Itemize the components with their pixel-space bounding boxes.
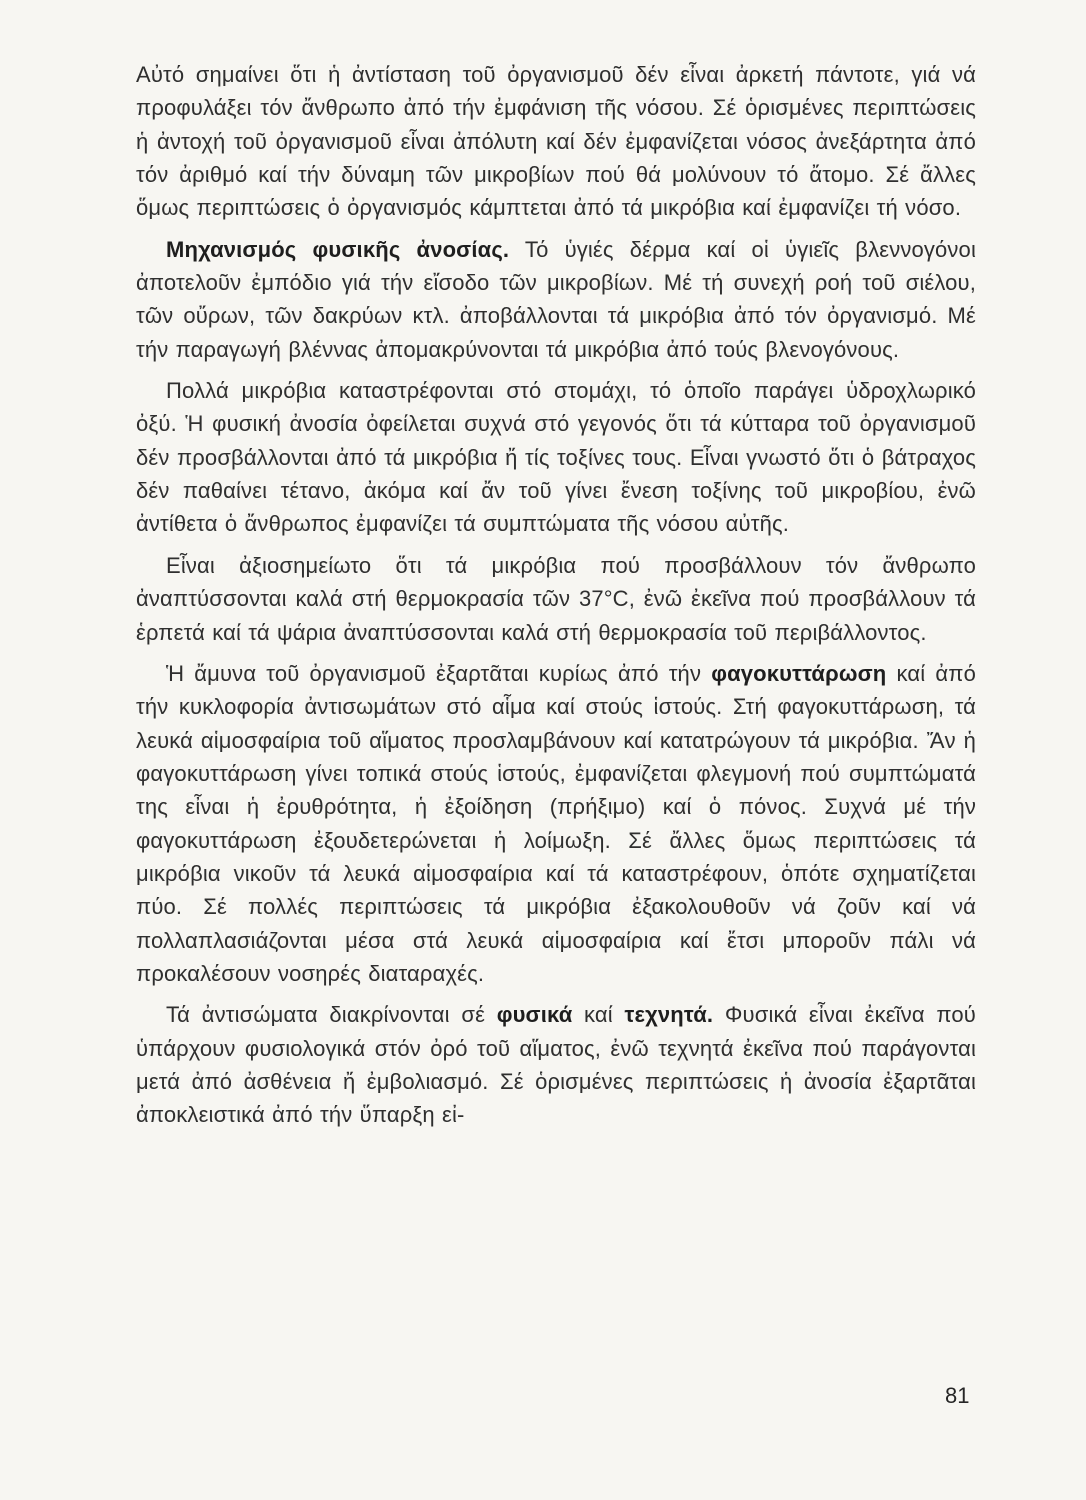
bold-term: τεχνητά.: [624, 1002, 714, 1028]
paragraph-text: Ἡ ἄμυνα τοῦ ὀργανισμοῦ ἐξαρτᾶται κυρίως ἀπό τήν: [166, 660, 712, 686]
paragraph: [136, 374, 976, 541]
paragraph-text: καί: [572, 1002, 625, 1028]
bold-term: φαγοκυττάρωση: [711, 660, 887, 686]
paragraph: [136, 233, 976, 366]
paragraph-text: Εἶναι ἀξιοσημείωτο ὅτι τά μικρόβια πού προσβάλλουν τόν ἄνθρωπο ἀναπτύσσονται καλά στή θερμοκρασία τῶν 37°C, ἐνῶ ἐκεῖνα πού προσβάλλουν τά ἑρπετά καί τά ψάρια ἀναπτύσσονται καλά στή θερμοκρασία τοῦ περιβάλλοντος.: [136, 552, 976, 645]
page-number: 81: [945, 1383, 970, 1408]
paragraph: [136, 549, 976, 649]
paragraph: [136, 657, 976, 990]
paragraph-text: Πολλά μικρόβια καταστρέφονται στό στομάχι, τό ὁποῖο παράγει ὑδροχλωρικό ὀξύ. Ἡ φυσική ἀνοσία ὀφείλεται συχνά στό γεγονός ὅτι τά κύτταρα τοῦ ὀργανισμοῦ δέν προσβάλλονται ἀπό τά μικρόβια ἤ τίς τοξίνες τους. Εἶναι γνωστό ὅτι ὁ βάτραχος δέν παθαίνει τέτανο, ἀκόμα καί ἄν τοῦ γίνει ἔνεση τοξίνης τοῦ μικροβίου, ἐνῶ ἀντίθετα ὁ ἄνθρωπος ἐμφανίζει τά συμπτώματα τῆς νόσου αὐτῆς.: [136, 378, 976, 537]
paragraph-text: Τά ἀντισώματα διακρίνονται σέ: [166, 1002, 497, 1028]
section-heading: Μηχανισμός φυσικῆς ἀνοσίας.: [166, 236, 510, 262]
paragraph-text: Αὐτό σημαίνει ὅτι ἡ ἀντίσταση τοῦ ὀργανισμοῦ δέν εἶναι ἀρκετή πάντοτε, γιά νά προφυλάξει τόν ἄνθρωπο ἀπό τήν ἐμφάνιση τῆς νόσου. Σέ ὁρισμένες περιπτώσεις ἡ ἀντοχή τοῦ ὀργανισμοῦ εἶναι ἀπόλυτη καί δέν ἐμφανίζεται νόσος ἀνεξάρτητα ἀπό τόν ἀριθμό καί τήν δύναμη τῶν μικροβίων πού θά μολύνουν τό ἄτομο. Σέ ἄλλες ὅμως περιπτώσεις ὁ ὀργανισμός κάμπτεται ἀπό τά μικρόβια καί ἐμφανίζει τή νόσο.: [136, 62, 976, 221]
paragraph: [136, 58, 976, 225]
paragraph-text: Τό ὑγιές δέρμα καί οἱ ὑγιεῖς βλεννογόνοι ἀποτελοῦν ἐμπόδιο γιά τήν εἴσοδο τῶν μικροβίων. Μέ τή συνεχή ροή τοῦ σιέλου, τῶν οὔρων, τῶν δακρύων κτλ. ἀποβάλλονται τά μικρόβια ἀπό τόν ὀργανισμό. Μέ τήν παραγωγή βλέννας ἀπομακρύνονται τά μικρόβια ἀπό τούς βλενογόνους.: [136, 236, 976, 362]
paragraph: [136, 998, 976, 1131]
paragraph-text: καί ἀπό τήν κυκλοφορία ἀντισωμάτων στό αἷμα καί στούς ἱστούς. Στή φαγοκυττάρωση, τά λευκά αἱμοσφαίρια τοῦ αἵματος προσλαμβάνουν καί κατατρώγουν τά μικρόβια. Ἄν ἡ φαγοκυττάρωση γίνει τοπικά στούς ἱστούς, ἐμφανίζεται φλεγμονή πού συμπτώματά της εἶναι ἡ ἐρυθρότητα, ἡ ἐξοίδηση (πρήξιμο) καί ὁ πόνος. Συχνά μέ τήν φαγοκυττάρωση ἐξουδετερώνεται ἡ λοίμωξη. Σέ ἄλλες ὅμως περιπτώσεις τά μικρόβια νικοῦν τά λευκά αἱμοσφαίρια καί τά καταστρέφουν, ὁπότε σχηματίζεται πύο. Σέ πολλές περιπτώσεις τά μικρόβια ἐξακολουθοῦν νά ζοῦν καί νά πολλαπλασιάζονται μέσα στά λευκά αἱμοσφαίρια καί ἔτσι μποροῦν πάλι νά προκαλέσουν νοσηρές διαταραχές.: [136, 660, 976, 986]
paragraph-text: Φυσικά εἶναι ἐκεῖνα πού ὑπάρχουν φυσιολογικά στόν ὀρό τοῦ αἵματος, ἐνῶ τεχνητά ἐκεῖνα πού παράγονται μετά ἀπό ἀσθένεια ἤ ἐμβολιασμό. Σέ ὁρισμένες περιπτώσεις ἡ ἀνοσία ἐξαρτᾶται ἀποκλειστικά ἀπό τήν ὕπαρξη εἰ-: [136, 1002, 976, 1128]
body-text: [136, 58, 976, 1132]
bold-term: φυσικά: [496, 1002, 573, 1028]
